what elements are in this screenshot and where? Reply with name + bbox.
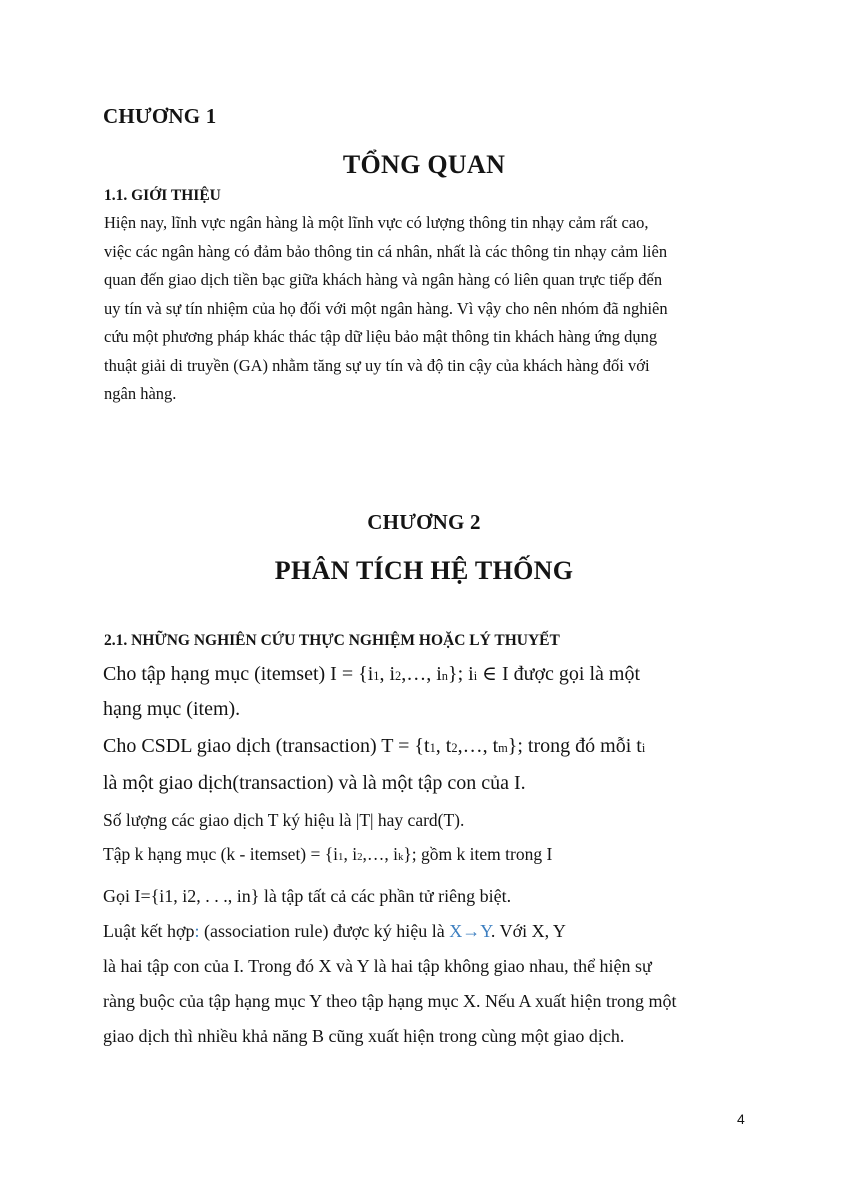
itemset-definition-cont: hạng mục (item). bbox=[103, 698, 241, 720]
association-rule-cont: ràng buộc của tập hạng mục Y theo tập hạng mục X. Nếu A xuất hiện trong một bbox=[103, 991, 677, 1011]
chapter-2-label: CHƯƠNG 2 bbox=[367, 510, 481, 534]
section-1-1-heading: 1.1. GIỚI THIỆU bbox=[104, 187, 221, 204]
chapter-1-title: TỔNG QUAN bbox=[342, 150, 506, 179]
transaction-count-line: Số lượng các giao dịch T ký hiệu là |T| hay card(T). bbox=[103, 810, 465, 830]
page-number: 4 bbox=[737, 1111, 745, 1127]
association-rule-cont: là hai tập con của I. Trong đó X và Y là hai tập không giao nhau, thể hiện sự bbox=[103, 956, 652, 976]
association-rule-line: Luật kết hợp: (association rule) được ký hiệu là X→Y. Với X, Y bbox=[103, 921, 566, 941]
transaction-definition: Cho CSDL giao dịch (transaction) T = {t1, t2,…, tm}; trong đó mỗi ti bbox=[103, 735, 646, 757]
transaction-definition-cont: là một giao dịch(transaction) và là một tập con của I. bbox=[103, 772, 526, 794]
intro-line: việc các ngân hàng có đảm bảo thông tin cá nhân, nhất là các thông tin nhạy cảm liên bbox=[104, 241, 668, 261]
intro-line: Hiện nay, lĩnh vực ngân hàng là một lĩnh vực có lượng thông tin nhạy cảm rất cao, bbox=[104, 213, 649, 232]
intro-line: quan đến giao dịch tiền bạc giữa khách hàng và ngân hàng có liên quan trực tiếp đến bbox=[104, 270, 663, 289]
chapter-2-title: PHÂN TÍCH HỆ THỐNG bbox=[274, 556, 574, 585]
intro-line: uy tín và sự tín nhiệm của họ đối với một ngân hàng. Vì vậy cho nên nhóm đã nghiên bbox=[104, 298, 668, 318]
distinct-items-line: Gọi I={i1, i2, . . ., in} là tập tất cả các phần tử riêng biệt. bbox=[103, 886, 512, 906]
intro-paragraph bbox=[104, 209, 754, 409]
intro-line: thuật giải di truyền (GA) nhằm tăng sự uy tín và độ tin cậy của khách hàng đối với bbox=[104, 355, 650, 375]
intro-line: ngân hàng. bbox=[104, 384, 177, 403]
x-to-y-notation: X→Y bbox=[449, 921, 491, 941]
itemset-definition: Cho tập hạng mục (itemset) I = {i1, i2,…, in}; ii ∈ I được gọi là một bbox=[103, 663, 641, 685]
association-rule-cont: giao dịch thì nhiều khả năng B cũng xuất hiện trong cùng một giao dịch. bbox=[103, 1026, 625, 1046]
k-itemset-definition: Tập k hạng mục (k - itemset) = {i1, i2,…, ik}; gồm k item trong I bbox=[103, 844, 553, 864]
chapter-1-label: CHƯƠNG 1 bbox=[103, 104, 217, 128]
section-2-1-heading: 2.1. NHỮNG NGHIÊN CỨU THỰC NGHIỆM HOẶC LÝ THUYẾT bbox=[104, 632, 560, 649]
intro-line: cứu một phương pháp khác thác tập dữ liệu bảo mật thông tin khách hàng ứng dụng bbox=[104, 327, 658, 346]
